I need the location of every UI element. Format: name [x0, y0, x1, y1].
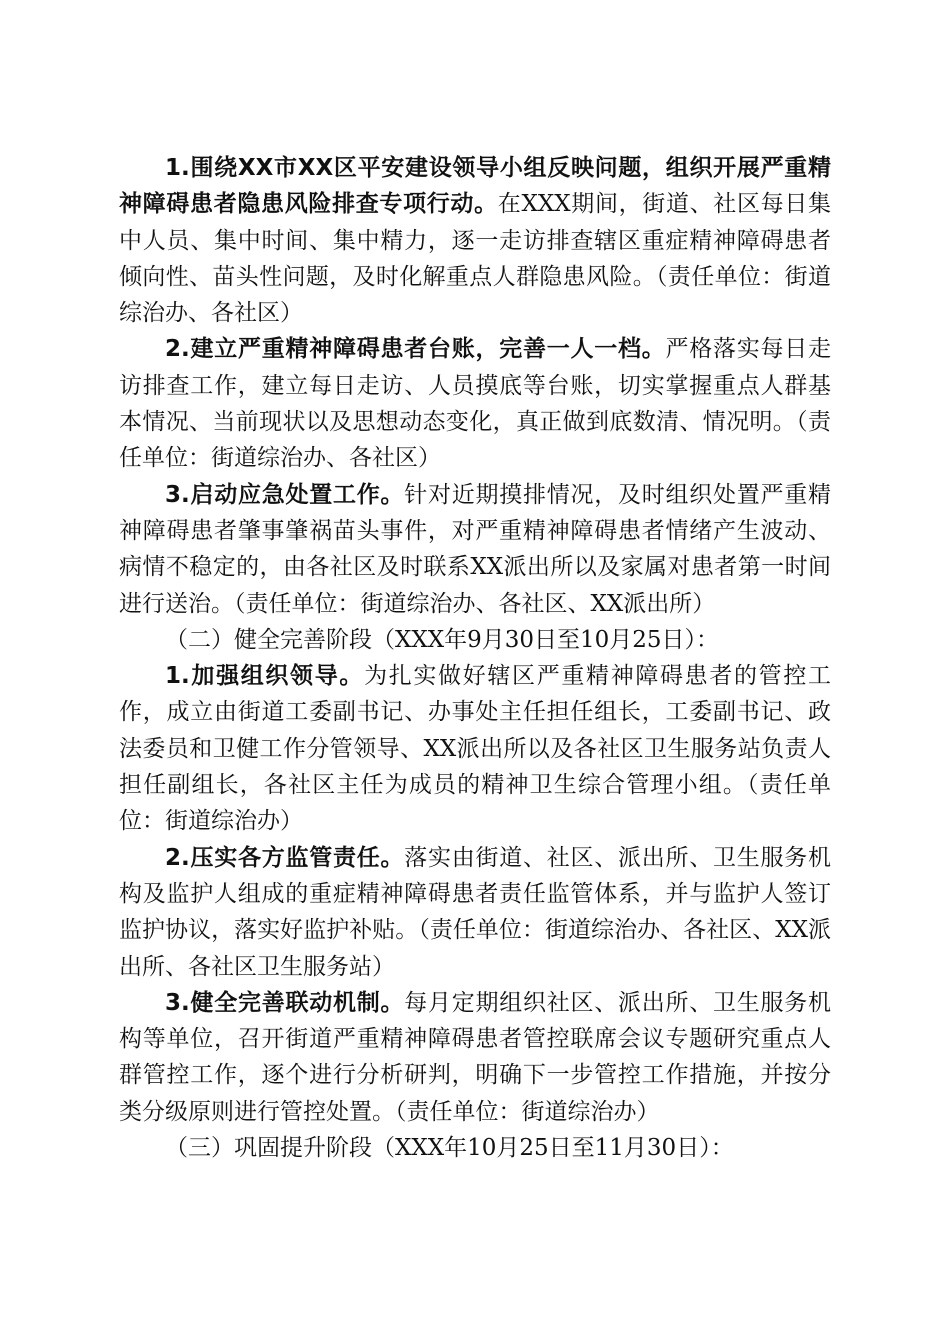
paragraph-6: [119, 985, 831, 1130]
paragraph-1: [119, 150, 831, 331]
paragraph-2-body: 严格落实每日走访排查工作，建立每日走访、人员摸底等台账，切实掌握重点人群基本情况、当前现状以及思想动态变化，真正做到底数清、情况明。（责任单位：街道综治办、各社区）: [119, 336, 831, 472]
paragraph-3-heading: 3.启动应急处置工作。: [165, 481, 405, 508]
paragraph-4-body: 为扎实做好辖区严重精神障碍患者的管控工作，成立由街道工委副书记、办事处主任担任组长，工委副书记、政法委员和卫健工作分管领导、XX派出所以及各社区卫生服务站负责人担任副组长，各社区主任为成员的精神卫生综合管理小组。（责任单位：街道综治办）: [119, 663, 832, 835]
stage-3-heading: （三）巩固提升阶段（XXX年10月25日至11月30日）：: [165, 1135, 734, 1162]
paragraph-1-heading: 1.围绕XX市XX区平安建设领导小组反映问题，组织开展严重精神障碍患者隐患风险排查专项行动。: [119, 155, 831, 218]
paragraph-5: [119, 840, 831, 985]
paragraph-4-heading: 1.加强组织领导。: [165, 663, 365, 690]
document-page: [119, 150, 831, 1166]
paragraph-6-body: 每月定期组织社区、派出所、卫生服务机构等单位，召开街道严重精神障碍患者管控联席会议专题研究重点人群管控工作，逐个进行分析研判，明确下一步管控工作措施，并按分类分级原则进行管控处置。（责任单位：街道综治办）: [119, 989, 831, 1125]
paragraph-1-body: 在XXX期间，街道、社区每日集中人员、集中时间、集中精力，逐一走访排查辖区重症精神障碍患者倾向性、苗头性问题，及时化解重点人群隐患风险。（责任单位：街道综治办、各社区）: [119, 191, 832, 327]
paragraph-6-heading: 3.健全完善联动机制。: [165, 989, 405, 1016]
paragraph-3: [119, 477, 831, 622]
paragraph-2-heading: 2.建立严重精神障碍患者台账，完善一人一档。: [165, 336, 666, 363]
paragraph-2: [119, 331, 831, 476]
paragraph-5-body: 落实由街道、社区、派出所、卫生服务机构及监护人组成的重症精神障碍患者责任监管体系，并与监护人签订监护协议，落实好监护补贴。（责任单位：街道综治办、各社区、XX派出所、各社区卫生服务站）: [119, 844, 831, 980]
stage-2-heading: （二）健全完善阶段（XXX年9月30日至10月25日）：: [165, 626, 720, 653]
paragraph-4: [119, 658, 831, 839]
paragraph-5-heading: 2.压实各方监管责任。: [165, 844, 405, 871]
paragraph-3-body: 针对近期摸排情况，及时组织处置严重精神障碍患者肇事肇祸苗头事件，对严重精神障碍患者情绪产生波动、病情不稳定的，由各社区及时联系XX派出所以及家属对患者第一时间进行送治。（责任单位：街道综治办、各社区、XX派出所）: [119, 481, 831, 617]
